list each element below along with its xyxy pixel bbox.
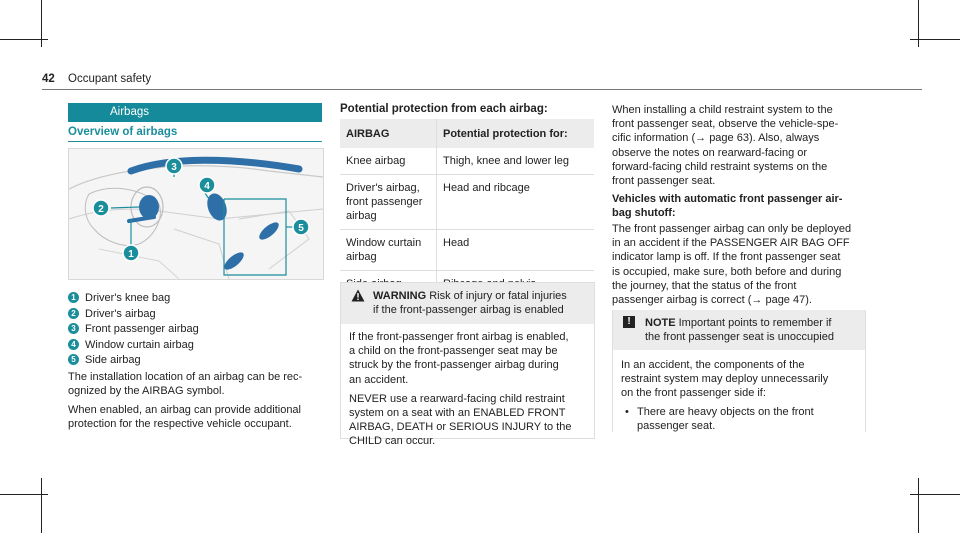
note-box bbox=[612, 310, 866, 432]
text-line: a child on the front-passenger seat may be bbox=[349, 345, 558, 358]
page-header bbox=[42, 73, 151, 85]
text-line: in an accident if the PASSENGER AIR BAG OFF bbox=[612, 237, 850, 250]
crop-mark bbox=[0, 39, 48, 40]
note-body bbox=[613, 350, 865, 441]
cell-line: Thigh, knee and lower leg bbox=[443, 155, 569, 167]
legend-number: 4 bbox=[68, 339, 79, 350]
callout-1 bbox=[123, 245, 139, 261]
warning-title-line2: if the front-passenger airbag is enabled bbox=[373, 304, 564, 316]
protection-cell bbox=[437, 175, 595, 230]
note-bullet-item bbox=[621, 405, 857, 433]
legend-item bbox=[68, 353, 328, 369]
warning-title: Risk of injury or fatal injuries bbox=[429, 290, 567, 302]
text-line: front passenger seat, observe the vehicle-spe- bbox=[612, 118, 839, 131]
legend-label: Window curtain airbag bbox=[85, 338, 194, 351]
crop-mark bbox=[41, 478, 42, 533]
text-line: passenger airbag is correct (→ page 47). bbox=[612, 294, 812, 307]
text-line: If the front-passenger front airbag is enabled, bbox=[349, 331, 569, 343]
legend-label: Side airbag bbox=[85, 354, 141, 366]
protection-paragraph bbox=[68, 403, 330, 431]
column-header: AIRBAG bbox=[340, 119, 437, 148]
airbag-diagram bbox=[68, 148, 324, 280]
crop-mark bbox=[910, 39, 960, 40]
shutoff-heading bbox=[612, 192, 882, 220]
note-header bbox=[613, 310, 865, 350]
note-paragraph bbox=[621, 358, 857, 401]
table-row bbox=[340, 230, 594, 271]
warning-body bbox=[341, 324, 594, 460]
text-line: • There are heavy objects on the front bbox=[637, 405, 814, 418]
warning-paragraph bbox=[349, 330, 586, 387]
text-line: the journey, that the status of the front bbox=[612, 279, 797, 292]
cell-line: airbag bbox=[346, 251, 377, 263]
text-line: restraint system may deploy unnecessarily bbox=[621, 373, 829, 386]
text-line: ognized by the AIRBAG symbol. bbox=[68, 385, 225, 398]
subheading-rule bbox=[68, 141, 322, 142]
legend-item bbox=[68, 291, 328, 307]
text-line: When enabled, an airbag can provide additional bbox=[68, 404, 301, 416]
legend-item bbox=[68, 338, 328, 354]
svg-text:2: 2 bbox=[98, 204, 104, 215]
legend-label: Driver's knee bag bbox=[85, 292, 171, 304]
cell-line: Window curtain bbox=[346, 237, 422, 249]
warning-header bbox=[341, 283, 594, 324]
legend-number: 3 bbox=[68, 323, 79, 334]
text-line: bag shutoff: bbox=[612, 207, 676, 220]
callout-5 bbox=[293, 219, 309, 235]
cell-line: Driver's airbag, bbox=[346, 182, 420, 194]
svg-text:4: 4 bbox=[204, 181, 210, 192]
cell-line: front passenger bbox=[346, 196, 423, 208]
legend-number: 1 bbox=[68, 292, 79, 303]
text-line: protection for the respective vehicle occupant. bbox=[68, 418, 292, 431]
cell-line: airbag bbox=[346, 210, 377, 222]
airbag-cell bbox=[340, 148, 437, 175]
shutoff-paragraph bbox=[612, 222, 882, 307]
subheading: Overview of airbags bbox=[68, 126, 178, 138]
note-label: NOTE bbox=[645, 317, 676, 329]
text-line: The front passenger airbag can only be deployed bbox=[612, 223, 852, 235]
legend-number: 2 bbox=[68, 308, 79, 319]
page-number: 42 bbox=[42, 73, 55, 85]
airbag-cell bbox=[340, 230, 437, 271]
legend-item bbox=[68, 322, 328, 338]
install-location-paragraph bbox=[68, 370, 330, 398]
text-line: Vehicles with automatic front passenger air- bbox=[612, 193, 843, 205]
table-header-row bbox=[340, 119, 594, 148]
legend-number: 5 bbox=[68, 354, 79, 365]
text-line: observe the notes on rearward-facing or bbox=[612, 146, 808, 159]
text-line: system on a seat with an ENABLED FRONT bbox=[349, 407, 566, 420]
protection-cell bbox=[437, 230, 595, 271]
airbag-protection-table bbox=[340, 119, 594, 298]
text-line: NEVER use a rearward-facing child restraint bbox=[349, 392, 565, 405]
svg-text:1: 1 bbox=[128, 249, 134, 260]
table-title: Potential protection from each airbag: bbox=[340, 103, 548, 115]
crop-mark bbox=[910, 494, 960, 495]
text-line: on the front passenger side if: bbox=[621, 387, 766, 400]
text-line: front passenger seat. bbox=[612, 175, 716, 188]
crop-mark bbox=[918, 478, 919, 533]
airbag-cell bbox=[340, 175, 437, 230]
text-line: When installing a child restraint system to the bbox=[612, 104, 833, 116]
cell-line: Head bbox=[443, 237, 470, 249]
child-restraint-paragraph bbox=[612, 103, 882, 188]
note-title-line2: the front passenger seat is unoccupied bbox=[645, 331, 834, 343]
column-header: Potential protection for: bbox=[437, 119, 595, 148]
warning-box bbox=[340, 282, 595, 448]
text-line: cific information (→ page 63). Also, always bbox=[612, 132, 820, 145]
text-line: struck by the front-passenger airbag during bbox=[349, 359, 559, 372]
text-line: AIRBAG, DEATH or SERIOUS INJURY to the bbox=[349, 421, 572, 434]
text-line: In an accident, the components of the bbox=[621, 359, 805, 371]
legend-label: Front passenger airbag bbox=[85, 323, 199, 335]
text-line: passenger seat. bbox=[637, 419, 716, 432]
section-bar-title: Airbags bbox=[110, 106, 149, 118]
callout-4 bbox=[199, 177, 215, 193]
header-rule bbox=[42, 89, 922, 90]
legend-label: Driver's airbag bbox=[85, 307, 156, 320]
warning-triangle-icon bbox=[351, 289, 365, 302]
cell-line: Head and ribcage bbox=[443, 182, 530, 194]
exclamation-icon: ! bbox=[623, 316, 635, 328]
text-line: is occupied, make sure, both before and during bbox=[612, 265, 842, 278]
text-line: an accident. bbox=[349, 373, 409, 386]
svg-text:5: 5 bbox=[298, 223, 304, 234]
protection-cell bbox=[437, 148, 595, 175]
legend-item bbox=[68, 307, 328, 323]
text-line: The installation location of an airbag can be rec- bbox=[68, 371, 303, 383]
section-title: Occupant safety bbox=[68, 73, 152, 85]
table-row bbox=[340, 175, 594, 230]
text-line: indicator lamp is off. If the front passenger seat bbox=[612, 251, 841, 264]
airbag-diagram-svg bbox=[69, 149, 323, 279]
cell-line: Knee airbag bbox=[346, 155, 406, 167]
svg-text:3: 3 bbox=[171, 162, 177, 173]
table-row bbox=[340, 148, 594, 175]
crop-mark bbox=[0, 494, 48, 495]
warning-label: WARNING bbox=[373, 290, 427, 302]
note-title: Important points to remember if bbox=[678, 317, 832, 329]
text-line: CHILD can occur. bbox=[349, 435, 436, 448]
callout-3 bbox=[166, 158, 182, 174]
text-line: forward-facing child restraint systems on the bbox=[612, 160, 828, 173]
callout-2 bbox=[93, 200, 109, 216]
figure-legend bbox=[68, 291, 328, 369]
section-bar bbox=[68, 103, 322, 122]
warning-paragraph bbox=[349, 392, 586, 449]
